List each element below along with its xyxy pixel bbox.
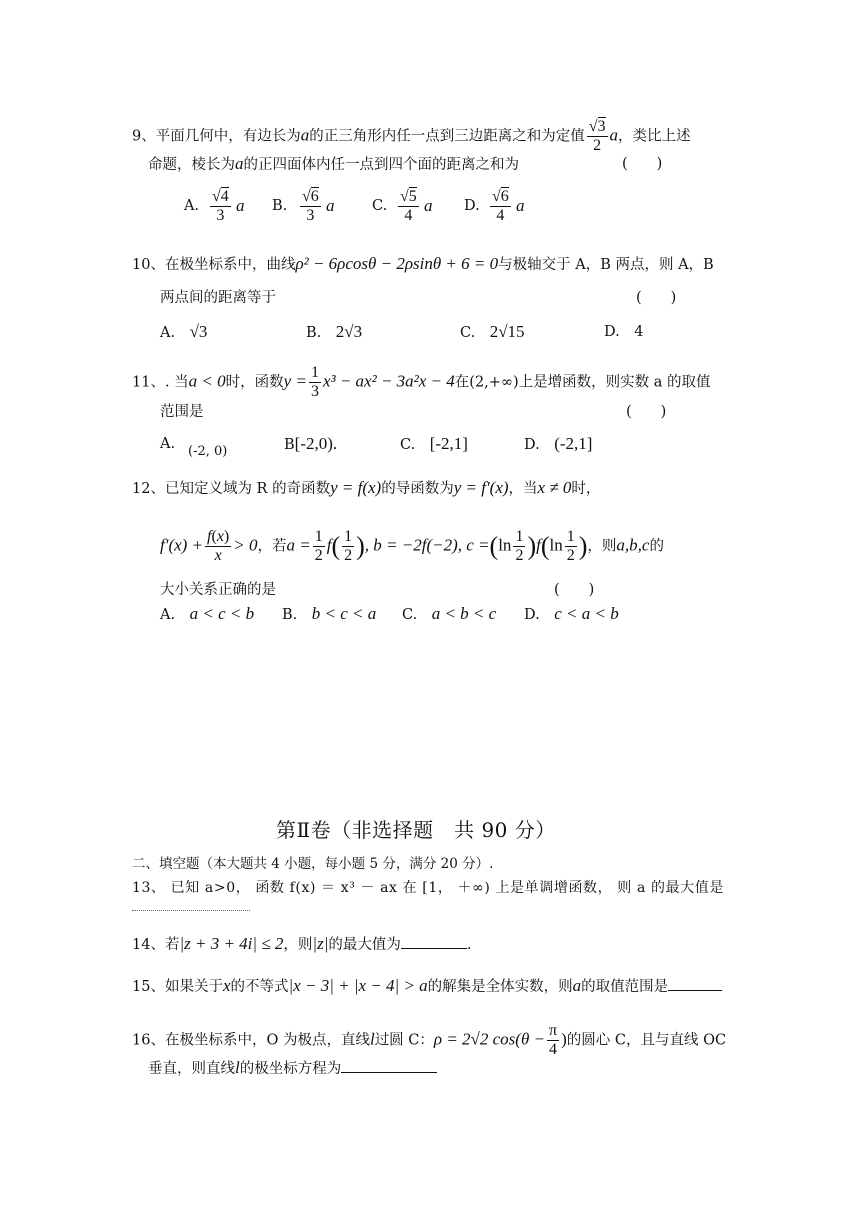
q12-line2: f′(x) + $\frac{f(x)}{x}$ > 0，若a = $\frac{1}{2}$ f( $\frac{1}{2}$ ), b = −2f(−2), c =(ln $\frac{1}{2}$ )f(ln $\frac{1}{2}$ )，则a,b,c的 — [160, 528, 664, 564]
q10-line2: 两点间的距离等于 — [160, 290, 276, 306]
option-c[interactable]: C. — [372, 198, 388, 214]
q13-blank[interactable] — [132, 910, 250, 911]
q12-line1: 12、已知定义域为 R 的奇函数y = f(x)的导函数为y = f′(x)，当x ≠ 0时， — [132, 478, 601, 497]
q9-bracket: ( ) — [622, 156, 663, 172]
q12-bracket: ( ) — [554, 582, 595, 598]
q9-text: 的正三角形内任一点到三边距离之和为定值 — [309, 128, 585, 145]
section-title: 第Ⅱ卷（非选择题 共 90 分） — [276, 818, 556, 842]
q10-line1: 10、在极坐标系中，曲线ρ² − 6ρcosθ − 2ρsinθ + 6 = 0与极轴交于 A，B 两点，则 A，B — [132, 254, 714, 273]
option-a[interactable]: A. √3 — [160, 322, 208, 341]
option-b[interactable]: B. — [272, 198, 288, 214]
q16-line1: 16、在极坐标系中，O 为极点，直线l过圆 C：ρ = 2√2 cos(θ − $\frac{\pi}{4}$ )的圆心 C，且与直线 OC — [132, 1022, 727, 1058]
q14-blank[interactable] — [401, 932, 467, 949]
q11-line1: 11、. 当a < 0时，函数y = $\frac{1}{3}$ x³ − ax² − 3a²x − 4在(2,+∞)上是增函数，则实数 a 的取值 — [132, 364, 711, 400]
q10-bracket: ( ) — [636, 290, 677, 306]
q9-text: 9、平面几何中，有边长为 — [132, 128, 301, 145]
q13-line1: 13、 已知 a>0， 函数 f(x) ＝ x³ － ax 在 [1， ＋∞) 上是单调增函数， 则 a 的最大值是 — [132, 880, 724, 896]
option-c[interactable]: C. [-2,1] — [400, 434, 468, 453]
option-a[interactable]: A. — [184, 198, 200, 214]
q16-blank[interactable] — [341, 1056, 437, 1073]
option-c[interactable]: C. 2√15 — [460, 322, 525, 341]
option-b[interactable]: B. 2√3 — [306, 322, 363, 341]
q16-line2: 垂直，则直线l的极坐标方程为 — [148, 1056, 437, 1079]
option-a[interactable]: A. a < c < b — [160, 604, 255, 623]
q12-line3: 大小关系正确的是 — [160, 582, 276, 598]
q15-line: 15、如果关于x的不等式|x − 3| + |x − 4| > a的解集是全体实数，则a的取值范围是 — [132, 974, 722, 997]
option-a[interactable]: A. — [160, 436, 176, 452]
var-a: a — [300, 125, 310, 145]
option-d[interactable]: D. — [464, 198, 480, 214]
q15-blank[interactable] — [668, 974, 722, 991]
option-d[interactable]: D. c < a < b — [524, 604, 619, 623]
q9-line1: 9、平面几何中，有边长为a的正三角形内任一点到三边距离之和为定值 $\frac{√3}{2}$ a，类比上述 — [132, 118, 691, 154]
q10-formula: ρ² − 6ρcosθ − 2ρsinθ + 6 = 0 — [295, 254, 499, 273]
q9-line2: 命题，棱长为a的正四面体内任一点到四个面的距离之和为 — [148, 154, 519, 173]
option-c[interactable]: C. a < b < c — [402, 604, 497, 623]
q14-line: 14、若|z + 3 + 4i| ≤ 2，则|z|的最大值为 . — [132, 934, 472, 953]
q11-bracket: ( ) — [626, 404, 667, 420]
section-heading: 二、填空题（本大题共 4 小题，每小题 5 分，满分 20 分）. — [132, 856, 494, 872]
option-d[interactable]: D. 4 — [604, 324, 644, 340]
q11-line2: 范围是 — [160, 404, 204, 420]
option-b[interactable]: B[-2,0). — [284, 434, 338, 453]
option-d[interactable]: D. (-2,1] — [524, 434, 593, 453]
q9-fraction: $\frac{√3}{2}$ — [588, 118, 606, 154]
option-b[interactable]: B. b < c < a — [282, 604, 377, 623]
